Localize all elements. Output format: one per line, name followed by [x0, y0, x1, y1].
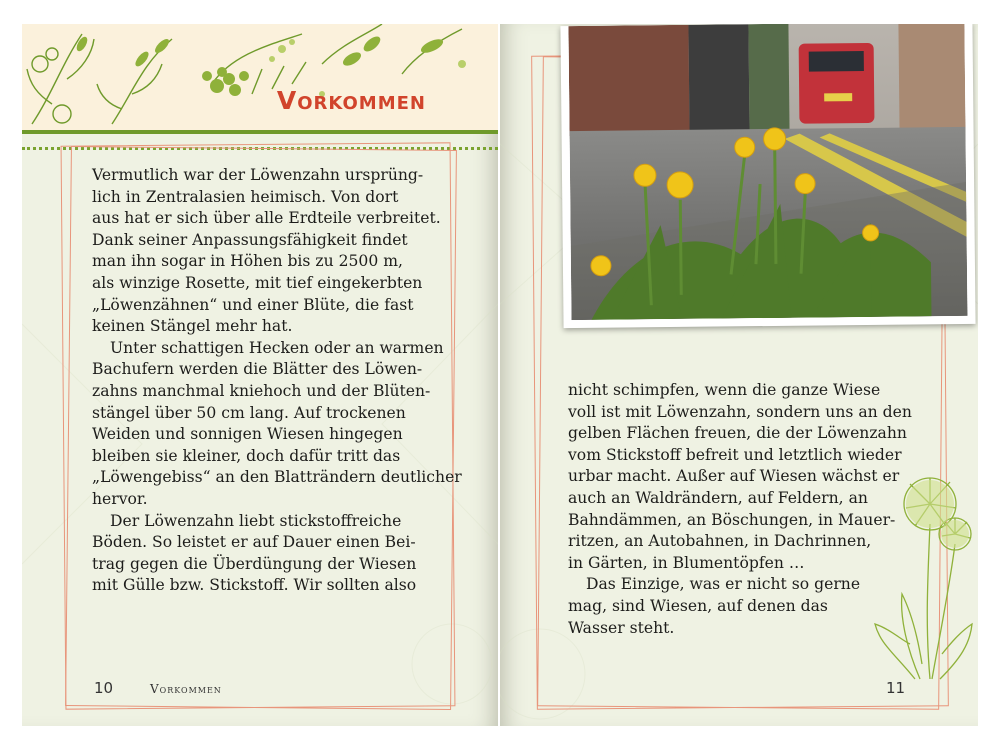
- text-line: mag, sind Wiesen, auf denen das: [568, 596, 828, 615]
- text-line: hervor.: [92, 489, 148, 508]
- running-head: Vorkommen: [150, 682, 222, 696]
- text-line: urbar macht. Außer auf Wiesen wächst er: [568, 467, 900, 486]
- dandelion-illustration: [870, 464, 975, 684]
- text-line: zahns manchmal kniehoch und der Blüten-: [92, 381, 431, 400]
- text-line: gelben Flächen freuen, die der Löwenzahn: [568, 424, 907, 443]
- text-line: Weiden und sonnigen Wiesen hingegen: [92, 425, 403, 444]
- text-line: in Gärten, in Blumentöpfen …: [568, 553, 805, 572]
- paragraph: [92, 511, 492, 597]
- body-text-left: [92, 165, 492, 597]
- text-line: mit Gülle bzw. Stickstoff. Wir sollten also: [92, 576, 417, 595]
- text-line: Der Löwenzahn liebt stickstoffreiche: [110, 511, 402, 530]
- text-line: voll ist mit Löwenzahn, sondern uns an den: [568, 402, 912, 421]
- text-line: Das Einzige, was er nicht so gerne: [586, 575, 861, 594]
- text-line: stängel über 50 cm lang. Auf trockenen: [92, 403, 406, 422]
- dandelion-photo: [560, 24, 975, 328]
- text-line: Dank seiner Anpassungsfähigkeit findet: [92, 230, 408, 249]
- text-line: keinen Stängel mehr hat.: [92, 317, 293, 336]
- dandelion-photo-image: [568, 24, 967, 320]
- text-line: lich in Zentralasien heimisch. Von dort: [92, 187, 399, 206]
- header-rule: [22, 130, 498, 134]
- text-line: auch an Waldrändern, auf Feldern, an: [568, 488, 868, 507]
- text-line: Wasser steht.: [568, 618, 675, 637]
- section-title: Vorkommen: [276, 86, 426, 115]
- page-number: 11: [886, 679, 906, 697]
- paragraph: [92, 338, 492, 511]
- text-line: Bahndämmen, an Böschungen, in Mauer-: [568, 510, 896, 529]
- text-line: als winzige Rosette, mit tief eingekerbten: [92, 273, 423, 292]
- left-page: [22, 24, 498, 726]
- text-line: nicht schimpfen, wenn die ganze Wiese: [568, 381, 881, 399]
- text-line: „Löwenzähnen“ und einer Blüte, die fast: [92, 295, 414, 314]
- text-line: „Löwengebiss“ an den Blatträndern deutlicher: [92, 468, 462, 487]
- text-line: trag gegen die Überdüngung der Wiesen: [92, 554, 417, 573]
- text-line: bleiben sie kleiner, doch dafür tritt das: [92, 446, 401, 465]
- right-page: [500, 24, 978, 726]
- text-line: Unter schattigen Hecken oder an warmen: [110, 338, 444, 357]
- text-line: aus hat er sich über alle Erdteile verbreitet.: [92, 209, 441, 228]
- text-line: Vermutlich war der Löwenzahn ursprüng-: [92, 166, 424, 184]
- text-line: Böden. So leistet er auf Dauer einen Bei-: [92, 533, 416, 552]
- text-line: man ihn sogar in Höhen bis zu 2500 m,: [92, 252, 403, 271]
- text-line: vom Stickstoff befreit und letztlich wieder: [568, 445, 902, 464]
- herb-illustration: [22, 24, 498, 130]
- text-line: Bachufern werden die Blätter des Löwen-: [92, 360, 423, 379]
- page-number: 10: [94, 679, 114, 697]
- text-line: ritzen, an Autobahnen, in Dachrinnen,: [568, 532, 872, 551]
- paragraph: [92, 165, 492, 338]
